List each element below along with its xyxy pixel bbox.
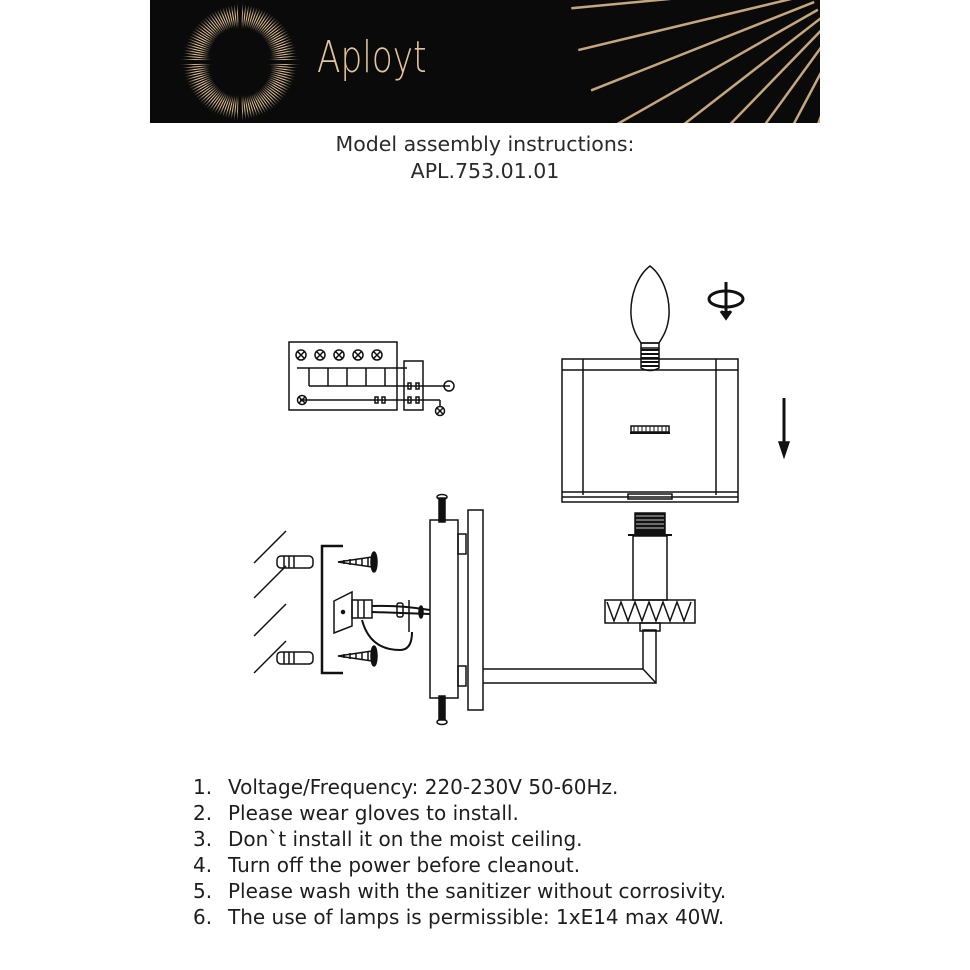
terminal-block [334,592,430,650]
screw [338,552,377,572]
decorative-ring [605,600,695,631]
page-title: Model assembly instructions: [335,132,635,156]
lampshade [562,359,738,502]
wall-anchor [277,652,313,664]
mounting-bracket [322,546,343,673]
rotate-icon [709,282,743,318]
instruction-item: 3. Don`t install it on the moist ceiling. [193,827,583,851]
wall-anchor [277,556,313,568]
instructions-list [193,774,726,930]
instruction-item: 6. The use of lamps is permissible: 1xE14 max 40W. [193,905,725,929]
down-arrow-icon [779,398,789,457]
lamp-holder [628,513,672,600]
sconce-arm [483,630,656,683]
instruction-item: 4. Turn off the power before cleanout. [193,853,581,877]
wiring-schematic [289,342,454,416]
screw [338,646,377,666]
canopy-plate [430,495,483,725]
candle-bulb-icon [631,266,669,371]
brand-logo-text: Aployt [317,32,427,83]
model-number: APL.753.01.01 [410,159,560,183]
instruction-item: 1. Voltage/Frequency: 220-230V 50-60Hz. [193,775,619,799]
instruction-item: 5. Please wash with the sanitizer without corrosivity. [193,879,727,903]
instruction-item: 2. Please wear gloves to install. [193,801,519,825]
